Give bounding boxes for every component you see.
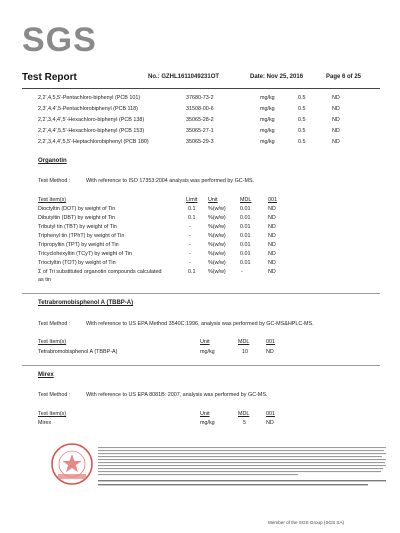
organotin-col-sample: 001	[268, 197, 277, 203]
organotin-result: ND	[268, 269, 276, 275]
pcb-row-unit: mg/kg	[260, 139, 275, 145]
organotin-item: Tricyclohexyltin (TCyT) by weight of Tin	[38, 251, 132, 257]
organotin-mdl: 0.01	[240, 206, 251, 212]
organotin-unit: %(w/w)	[208, 206, 226, 212]
organotin-item: Σ of Tri substituted organotin compounds calculated	[38, 269, 162, 275]
organotin-result: ND	[268, 242, 276, 248]
organotin-result: ND	[268, 224, 276, 230]
tbbpa-unit: mg/kg	[200, 349, 215, 355]
organotin-limit: -	[189, 251, 191, 257]
tbbpa-heading: Tetrabromobisphenol A (TBBP-A)	[38, 300, 134, 306]
mirex-method: With reference to US EPA 8081B: 2007, analysis was performed by GC-MS.	[86, 392, 268, 398]
organotin-col-item: Test Item(s)	[38, 197, 67, 203]
tbbpa-col-sample: 001	[266, 339, 275, 345]
tbbpa-col-unit: Unit	[200, 339, 210, 345]
organotin-result: ND	[268, 215, 276, 221]
pcb-row-unit: mg/kg	[260, 95, 275, 101]
organotin-limit: -	[189, 224, 191, 230]
pcb-row-mdl: 0.5	[298, 95, 306, 101]
organotin-item: Trioctyltin (TOT) by weight of Tin	[38, 260, 116, 266]
organotin-mdl: 0.01	[240, 251, 251, 257]
organotin-result: ND	[268, 251, 276, 257]
organotin-col-unit: Unit	[208, 197, 218, 203]
pcb-row-unit: mg/kg	[260, 117, 275, 123]
organotin-limit: 0.1	[188, 215, 196, 221]
pcb-row-name: 2,2',4,4',5,5'-Hexachloro-biphenyl (PCB 153)	[38, 128, 145, 134]
pcb-row-cas: 35065-29-3	[186, 139, 214, 145]
organotin-limit: -	[189, 242, 191, 248]
organotin-item: Tributyl tin (TBT) by weight of Tin	[38, 224, 117, 230]
pcb-row-result: ND	[332, 106, 340, 112]
tbbpa-method-label: Test Method :	[38, 321, 71, 327]
organotin-unit: %(w/w)	[208, 215, 226, 221]
organotin-unit: %(w/w)	[208, 233, 226, 239]
tbbpa-mdl: 10	[242, 349, 248, 355]
organotin-unit: %(w/w)	[208, 224, 226, 230]
organotin-mdl: 0.01	[240, 260, 251, 266]
organotin-col-limit: Limit	[186, 197, 198, 203]
pcb-row-name: 2,2',4,5,5'-Pentachloro-biphenyl (PCB 101)	[38, 95, 141, 101]
page-number: Page 6 of 25	[326, 74, 362, 80]
organotin-sum-line2: as tin	[38, 277, 51, 283]
report-title: Test Report	[22, 72, 77, 83]
pcb-row-mdl: 0.5	[298, 139, 306, 145]
tbbpa-item: Tetrabromobisphenol A (TBBP-A)	[38, 349, 118, 355]
organotin-method-label: Test Method :	[38, 178, 71, 184]
mirex-col-mdl: MDL	[238, 411, 250, 417]
sgs-logo	[22, 20, 97, 60]
pcb-row-mdl: 0.5	[298, 117, 306, 123]
organotin-mdl: -	[241, 269, 243, 275]
pcb-row-result: ND	[332, 128, 340, 134]
pcb-row-name: 2,2',3,4,4',5,5'-Heptachlorobiphenyl (PCB 180)	[38, 139, 149, 145]
organotin-unit: %(w/w)	[208, 251, 226, 257]
sgs-group-member-note: Member of the SGS Group (SGS SA)	[268, 520, 345, 525]
organotin-unit: %(w/w)	[208, 269, 226, 275]
header-divider	[22, 88, 380, 89]
organotin-col-mdl: MDL	[240, 197, 252, 203]
organotin-limit: -	[189, 260, 191, 266]
pcb-row-cas: 35065-28-2	[186, 117, 214, 123]
tbbpa-col-mdl: MDL	[238, 339, 250, 345]
organotin-item: Triphenyl tin (TPhT) by weight of Tin	[38, 233, 125, 239]
pcb-row-result: ND	[332, 95, 340, 101]
footer-fine-print	[98, 446, 388, 490]
section-divider	[22, 293, 380, 294]
organotin-unit: %(w/w)	[208, 260, 226, 266]
organotin-limit: 0.1	[188, 269, 196, 275]
tbbpa-col-item: Test Item(s)	[38, 339, 67, 345]
organotin-unit: %(w/w)	[208, 242, 226, 248]
organotin-mdl: 0.01	[240, 224, 251, 230]
organotin-item: Tripropyltin (TPT) by weight of Tin	[38, 242, 119, 248]
organotin-limit: -	[189, 233, 191, 239]
section-divider	[22, 365, 380, 366]
organotin-item: Dibutyltin (DBT) by weight of Tin	[38, 215, 115, 221]
pcb-row-name: 2,2',3,4,4',5'-Hexachloro-biphenyl (PCB 138)	[38, 117, 145, 123]
report-date: Date: Nov 25, 2016	[250, 74, 304, 80]
pcb-row-cas: 35065-27-1	[186, 128, 214, 134]
pcb-row-mdl: 0.5	[298, 128, 306, 134]
pcb-row-result: ND	[332, 139, 340, 145]
organotin-mdl: 0.01	[240, 215, 251, 221]
organotin-item: Dioctyltin (DOT) by weight of Tin	[38, 206, 116, 212]
organotin-heading: Organotin	[38, 158, 67, 164]
organotin-result: ND	[268, 206, 276, 212]
pcb-row-unit: mg/kg	[260, 106, 275, 112]
mirex-col-item: Test Item(s)	[38, 411, 67, 417]
organotin-result: ND	[268, 233, 276, 239]
mirex-heading: Mirex	[38, 372, 54, 378]
organotin-result: ND	[268, 260, 276, 266]
pcb-row-mdl: 0.5	[298, 106, 306, 112]
mirex-col-sample: 001	[266, 411, 275, 417]
tbbpa-method: With reference to US EPA Method 3540C:1996, analysis was performed by GC-MS&HPLC-MS.	[86, 321, 314, 327]
mirex-item: Mirex	[38, 420, 52, 426]
mirex-method-label: Test Method :	[38, 392, 71, 398]
pcb-row-cas: 31508-00-6	[186, 106, 214, 112]
organotin-mdl: 0.01	[240, 242, 251, 248]
mirex-col-unit: Unit	[200, 411, 210, 417]
logo-text: SGS	[22, 21, 97, 59]
organotin-limit: 0.1	[188, 206, 196, 212]
tbbpa-result: ND	[266, 349, 274, 355]
mirex-mdl: 5	[243, 420, 246, 426]
pcb-row-cas: 37680-73-2	[186, 95, 214, 101]
pcb-row-unit: mg/kg	[260, 128, 275, 134]
report-number: No.: GZHL1611049231OT	[148, 74, 220, 80]
mirex-result: ND	[266, 420, 274, 426]
organotin-mdl: 0.01	[240, 233, 251, 239]
pcb-row-name: 2,3',4,4',5-Pentachlorobiphenyl (PCB 118)	[38, 106, 138, 112]
organotin-method: With reference to ISO 17353:2004 analysis was performed by GC-MS.	[86, 178, 255, 184]
pcb-row-result: ND	[332, 117, 340, 123]
company-seal-stamp	[50, 442, 94, 486]
mirex-unit: mg/kg	[200, 420, 215, 426]
